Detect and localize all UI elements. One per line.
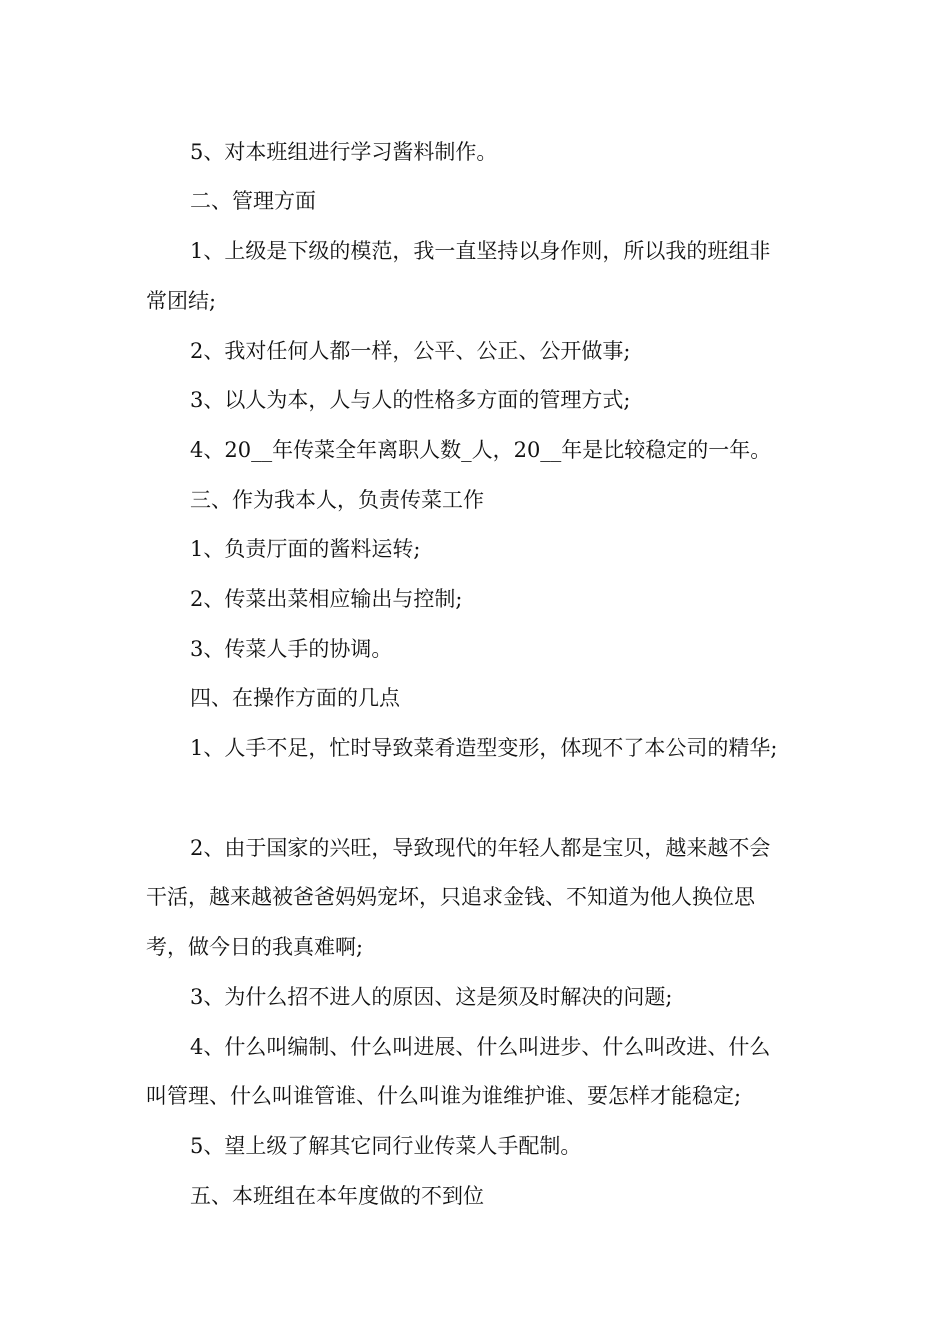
paragraph-line: 4、什么叫编制、什么叫进展、什么叫进步、什么叫改进、什么 <box>190 1035 771 1059</box>
paragraph-line: 考，做今日的我真难啊; <box>146 935 364 959</box>
paragraph-line: 3、以人为本，人与人的性格多方面的管理方式; <box>190 388 631 412</box>
section-heading: 四、在操作方面的几点 <box>190 686 400 710</box>
paragraph-line: 2、我对任何人都一样，公平、公正、公开做事; <box>190 339 631 363</box>
paragraph-line: 4、20__年传菜全年离职人数_人，20__年是比较稳定的一年。 <box>190 438 772 462</box>
paragraph-line: 2、由于国家的兴旺，导致现代的年轻人都是宝贝，越来越不会 <box>190 836 771 860</box>
section-heading: 二、管理方面 <box>190 189 316 213</box>
paragraph-line: 5、望上级了解其它同行业传菜人手配制。 <box>190 1134 582 1158</box>
paragraph-line: 干活，越来越被爸爸妈妈宠坏，只追求金钱、不知道为他人换位思 <box>146 885 755 909</box>
paragraph-line: 3、传菜人手的协调。 <box>190 637 393 661</box>
paragraph-line: 2、传菜出菜相应输出与控制; <box>190 587 463 611</box>
paragraph-line: 1、人手不足，忙时导致菜肴造型变形，体现不了本公司的精华; <box>190 736 778 760</box>
paragraph-line: 常团结; <box>146 289 217 313</box>
section-heading: 三、作为我本人，负责传菜工作 <box>190 488 484 512</box>
paragraph-line: 5、对本班组进行学习酱料制作。 <box>190 140 498 164</box>
paragraph-line: 叫管理、什么叫谁管谁、什么叫谁为谁维护谁、要怎样才能稳定; <box>146 1084 742 1108</box>
paragraph-line: 1、负责厅面的酱料运转; <box>190 537 421 561</box>
section-heading: 五、本班组在本年度做的不到位 <box>190 1184 484 1208</box>
paragraph-line: 1、上级是下级的模范，我一直坚持以身作则，所以我的班组非 <box>190 239 771 263</box>
paragraph-line: 3、为什么招不进人的原因、这是须及时解决的问题; <box>190 985 673 1009</box>
